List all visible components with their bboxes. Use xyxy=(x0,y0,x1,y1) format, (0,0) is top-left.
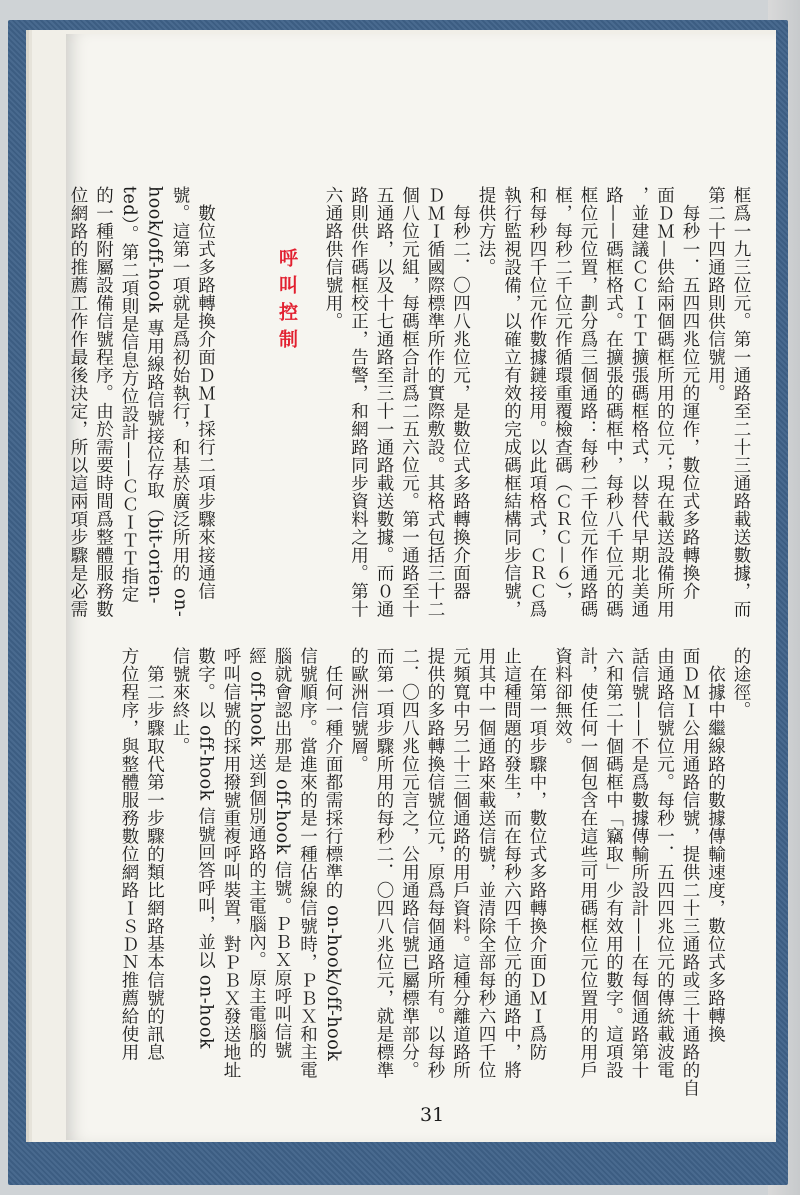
text-column: 的途徑。 xyxy=(731,647,751,719)
text-column: 路則供作碼框校正，告警，和網路同步資料之用。第十 xyxy=(348,186,369,618)
lower-text-block xyxy=(119,647,753,1097)
text-column: 號。這第一項就是爲初始執行，和基於廣泛所用的 on- xyxy=(170,186,190,618)
text-column: hook/off-hook 專用線路信號接位存取（bit-orien- xyxy=(144,186,165,604)
upper-text-block xyxy=(68,186,753,628)
text-column: 第二十四通路則供信號用。 xyxy=(705,186,726,402)
text-column: 二．〇四八兆位元言之，公用通路信號已屬標準部分。 xyxy=(399,647,420,1079)
text-column: 面ＤＭＩ公用通路信號，提供二十三通路或三十通路的自 xyxy=(680,647,700,1097)
text-column: ＤＭＩ循國際標準所作的實際敷設。其格式包括三十二 xyxy=(425,186,445,618)
page-number: 31 xyxy=(420,1104,445,1126)
text-column: 信號來終止。 xyxy=(170,647,190,755)
text-column: 第二步驟取代第一步驟的類比網路基本信號的訊息 xyxy=(144,647,165,1061)
text-column xyxy=(218,186,244,628)
text-column: 數位式多路轉換介面ＤＭＩ採行二項步驟來接通信 xyxy=(195,186,216,600)
text-column: 框，每秒二千位元作循環重覆檢查碼（ＣＲＣ—６）， xyxy=(552,186,573,610)
text-column: 在第一項步驟中，數位式多路轉換介面ＤＭＩ爲防 xyxy=(527,647,547,1061)
text-column: 框位元位置，劃分爲三個通路：每秒二千位元作通路碼 xyxy=(578,186,598,618)
text-column: ，並建議ＣＣＩＴＴ擴張碼框格式，以替代早期北美通 xyxy=(629,186,649,618)
text-column: 位網路的推薦工作作最後決定，所以這兩項步驟是必需 xyxy=(68,186,88,618)
text-column: 六和第二十個碼框中「竊取」少有效用的數字。這項設 xyxy=(603,647,624,1079)
text-column: 元頻寬中另二十三個通路的用戶資料。這種分離道路所 xyxy=(450,647,471,1079)
text-column: 呼叫信號的採用撥號重複呼叫裝置，對ＰＢＸ發送地址 xyxy=(221,647,241,1079)
text-column: 面ＤＭ—供給兩個碼框所用的位元；現在載送設備所用 xyxy=(654,186,675,618)
section-heading: 呼叫控制 xyxy=(276,248,298,356)
text-column xyxy=(243,186,269,628)
text-column: 依據中繼線路的數據傳輸速度，數位式多路轉換 xyxy=(705,647,726,1043)
text-column: 任何一種介面都需採行標準的 on-hook/off-hook xyxy=(323,647,343,1062)
text-column: 信號順序。當進來的是一種佔線信號時，ＰＢＸ和主電 xyxy=(297,647,318,1079)
text-column: 的一種附屬設備信號程序。由於需要時間爲整體服務數 xyxy=(93,186,114,618)
text-column: ted）。第二項則是信息方位設計——ＣＣＩＴＴ指定 xyxy=(119,186,139,604)
text-column: 用其中一個通路來載送信號，並清除全部每秒六四千位 xyxy=(476,647,496,1079)
text-column: 話信號——不是爲數據傳輸所設計——在每個通路第十 xyxy=(629,647,649,1079)
text-column: 的歐洲信號層。 xyxy=(348,647,369,773)
text-column: 計，使任何一個包含在這些可用碼框位元位置用的用戶 xyxy=(578,647,598,1079)
text-column: 五通路，以及十七通路至三十一通路載送數據。而０通 xyxy=(374,186,394,618)
text-column: 路——碼框格式。在擴張的碼框中，每秒八千位元的碼 xyxy=(603,186,624,618)
text-column: 止這種問題的發生，而在每秒六四千位元的通路中，將 xyxy=(501,647,522,1079)
text-column: 方位程序，與整體服務數位網路ＩＳＤＮ推薦給使用 xyxy=(119,647,139,1061)
text-column: 提供方法。 xyxy=(476,186,496,276)
text-column: 每秒一．五四四兆位元的運作，數位式多路轉換介 xyxy=(680,186,700,600)
text-column: 腦就會認出那是 off-hook 信號。ＰＢＸ原呼叫信號 xyxy=(272,647,292,1059)
text-column: 經 off-hook 送到個別通路的主電腦內。原主電腦的 xyxy=(246,647,267,1059)
text-column: 而第一項步驟所用的每秒二．〇四八兆位元，就是標準 xyxy=(374,647,394,1079)
text-column: 數字。以 off-hook 信號回答呼叫，並以 on-hook xyxy=(195,647,216,1050)
text-column: 每秒二．〇四八兆位元，是數位式多路轉換介面器 xyxy=(450,186,471,600)
text-column: 執行監視設備，以確立有效的完成碼框結構同步信號， xyxy=(501,186,522,618)
text-column: 由通路信號位元。每秒一．五四四兆位元的傳統載波電 xyxy=(654,647,675,1079)
text-column: 提供的多路轉換信號位元，原爲每個通路所有。以每秒 xyxy=(425,647,445,1079)
text-column: 資料卻無效。 xyxy=(552,647,573,755)
text-column: 和每秒四千位元作數據鏈接用。以此項格式，ＣＲＣ爲 xyxy=(527,186,547,618)
text-column: 個八位元組，每碼框合計爲二五六位元。第一通路至十 xyxy=(399,186,420,618)
text-column: 框爲一九三位元。第一通路至二十三通路載送數據，而 xyxy=(731,186,751,618)
text-column: 六通路供信號用。 xyxy=(323,186,343,330)
